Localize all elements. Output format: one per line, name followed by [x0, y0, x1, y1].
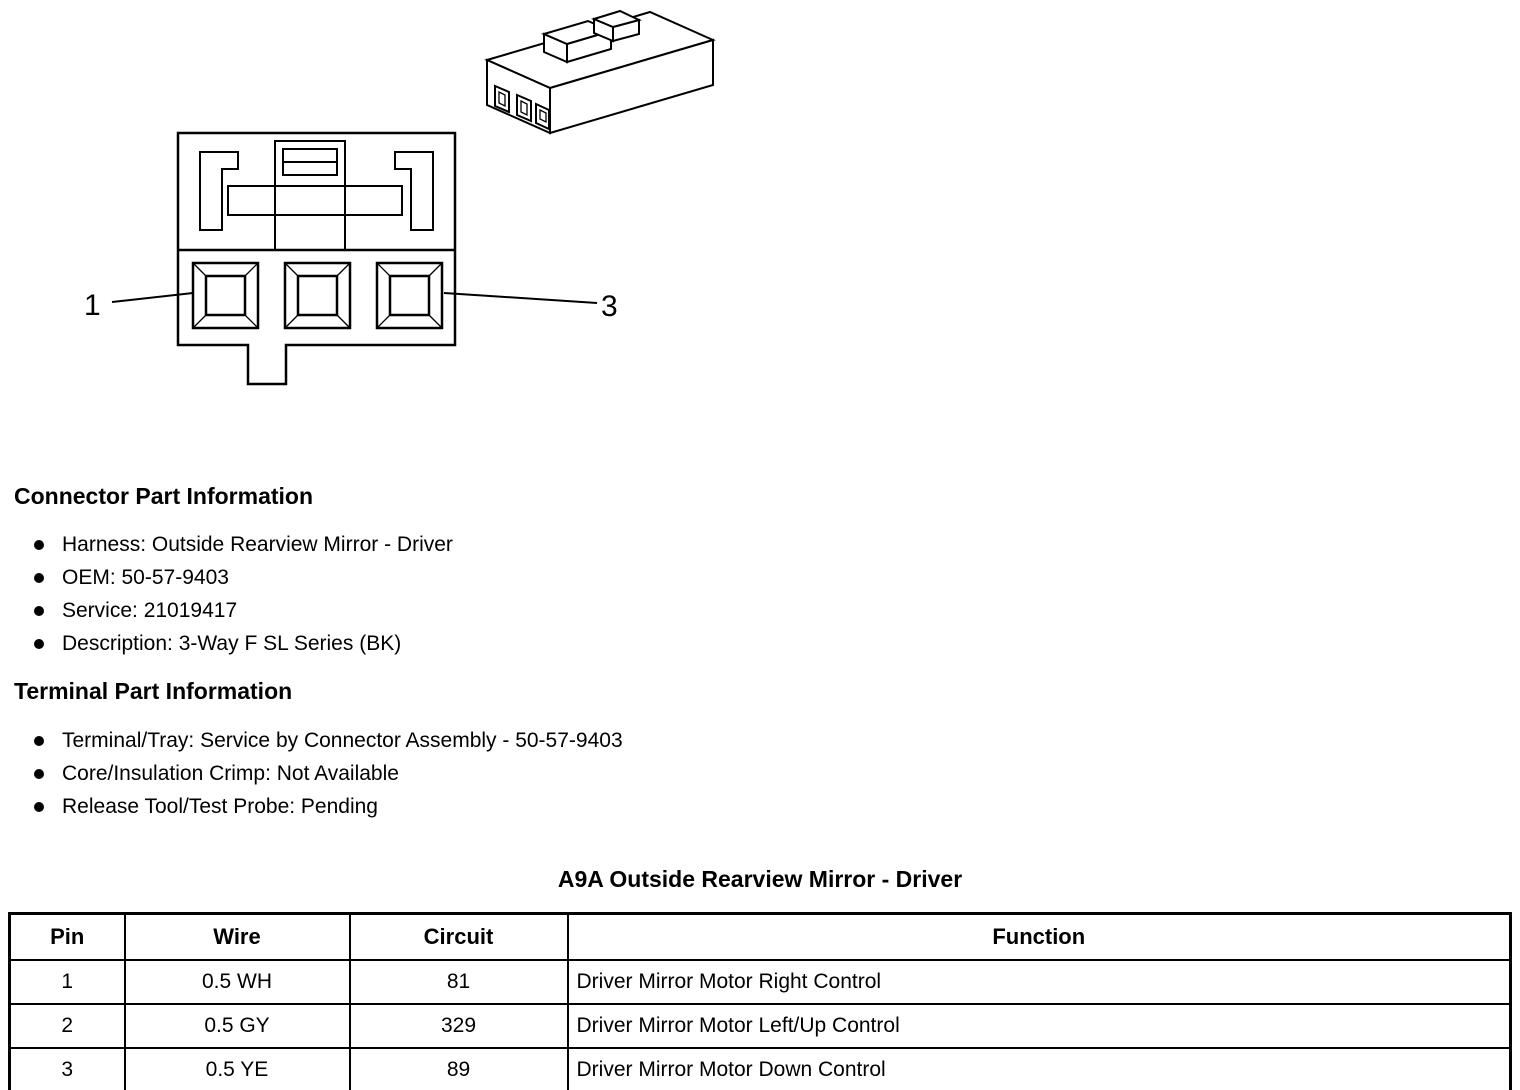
- bullet-icon: [34, 606, 44, 616]
- bullet-icon: [34, 769, 44, 779]
- connector-diagrams: [0, 0, 1520, 460]
- wire-column-header: Wire: [125, 914, 350, 961]
- list-item: [34, 790, 623, 823]
- list-item: [34, 724, 623, 757]
- pin-cell: 3: [10, 1048, 125, 1090]
- pin-cell: 2: [10, 1004, 125, 1048]
- circuit-cell: 89: [350, 1048, 568, 1090]
- pin-column-header: Pin: [10, 914, 125, 961]
- pin-cell: 1: [10, 960, 125, 1004]
- wire-cell: 0.5 GY: [125, 1004, 350, 1048]
- bullet-icon: [34, 573, 44, 583]
- function-cell: Driver Mirror Motor Left/Up Control: [568, 1004, 1511, 1048]
- bullet-icon: [34, 639, 44, 649]
- list-item: [34, 528, 453, 561]
- connector-part-info-list: [34, 528, 453, 660]
- wire-cell: 0.5 YE: [125, 1048, 350, 1090]
- list-item-text: Terminal/Tray: Service by Connector Assembly - 50-57-9403: [62, 729, 623, 752]
- bullet-icon: [34, 736, 44, 746]
- connector-front-view-diagram: [84, 133, 618, 384]
- circuit-cell: 329: [350, 1004, 568, 1048]
- pinout-table: [8, 912, 1512, 1090]
- table-row: [10, 1048, 1511, 1090]
- table-row: [10, 960, 1511, 1004]
- connector-iso-view-diagram: [487, 11, 713, 133]
- function-cell: Driver Mirror Motor Down Control: [568, 1048, 1511, 1090]
- list-item: [34, 757, 623, 790]
- function-cell: Driver Mirror Motor Right Control: [568, 960, 1511, 1004]
- list-item-text: Core/Insulation Crimp: Not Available: [62, 762, 399, 785]
- pin-3-leader-line: [444, 293, 597, 303]
- pin-1-callout-label: 1: [84, 289, 101, 322]
- list-item: [34, 627, 453, 660]
- list-item-text: Service: 21019417: [62, 599, 238, 622]
- table-row: [10, 1004, 1511, 1048]
- list-item-text: Description: 3-Way F SL Series (BK): [62, 632, 402, 655]
- connector-part-info-title: Connector Part Information: [14, 483, 314, 509]
- wire-cell: 0.5 WH: [125, 960, 350, 1004]
- terminal-part-info-title: Terminal Part Information: [14, 678, 293, 704]
- iso-latch-box-b: [594, 11, 639, 41]
- list-item-text: OEM: 50-57-9403: [62, 566, 229, 589]
- terminal-part-info-list: [34, 724, 623, 823]
- circuit-cell: 81: [350, 960, 568, 1004]
- list-item: [34, 561, 453, 594]
- list-item-text: Release Tool/Test Probe: Pending: [62, 795, 378, 818]
- pinout-table-title: A9A Outside Rearview Mirror - Driver: [557, 866, 963, 892]
- list-item: [34, 594, 453, 627]
- pin-3-callout-label: 3: [601, 290, 618, 323]
- connector-body-outline: [178, 133, 455, 384]
- list-item-text: Harness: Outside Rearview Mirror - Driver: [62, 533, 453, 556]
- circuit-column-header: Circuit: [350, 914, 568, 961]
- function-column-header: Function: [568, 914, 1511, 961]
- bullet-icon: [34, 540, 44, 550]
- table-header-row: [10, 914, 1511, 961]
- bullet-icon: [34, 802, 44, 812]
